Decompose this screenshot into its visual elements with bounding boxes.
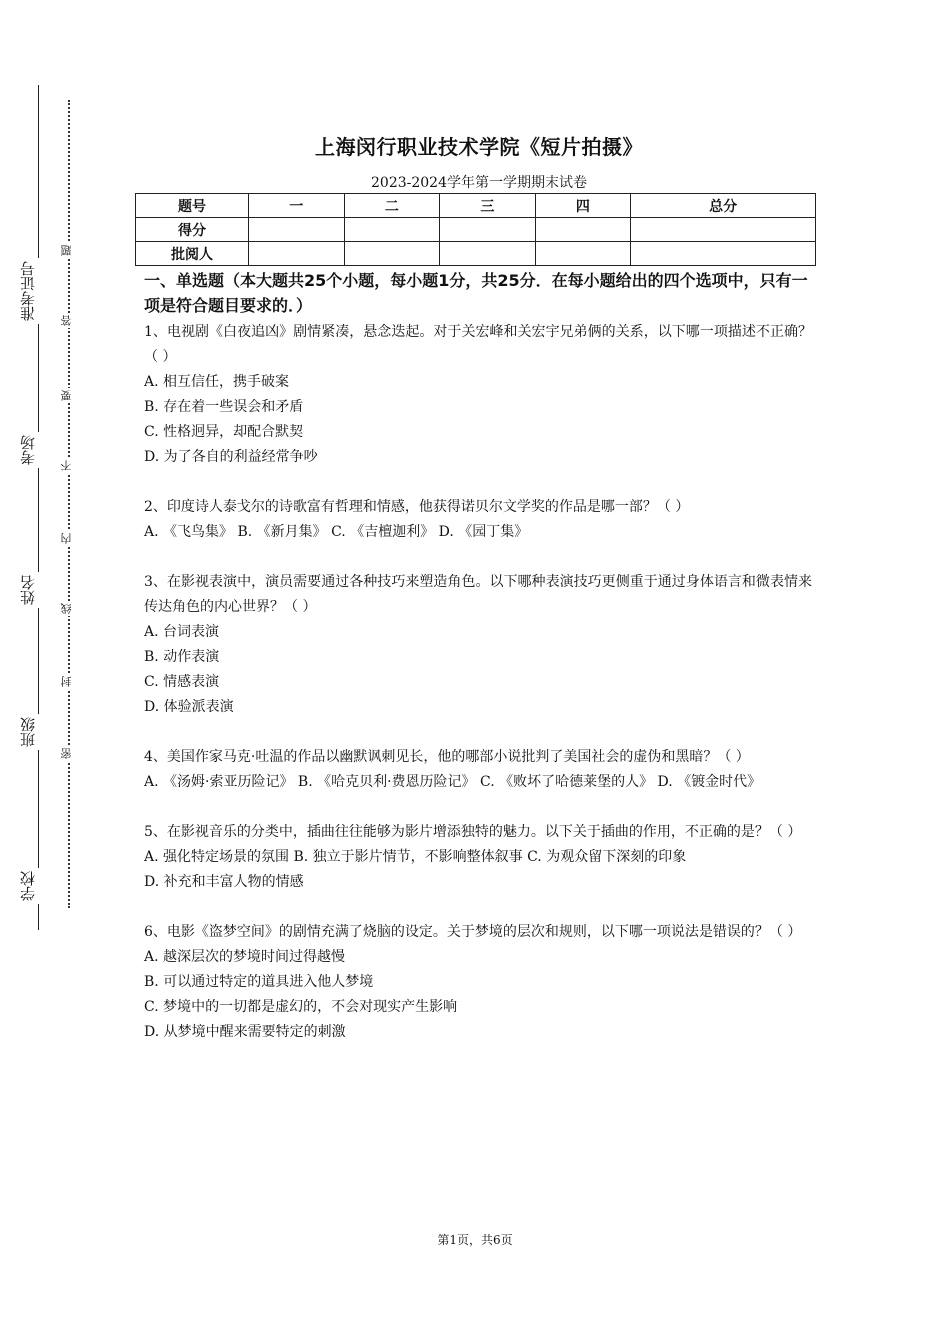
grader-cell xyxy=(249,242,345,266)
score-table-header-row xyxy=(136,194,816,218)
grader-cell xyxy=(344,242,440,266)
question-stem: 6、电影《盗梦空间》的剧情充满了烧脑的设定。关于梦境的层次和规则，以下哪一项说法是错误的？（ ） xyxy=(144,924,802,940)
score-table-header: 题号 xyxy=(136,194,249,218)
grader-cell xyxy=(631,242,816,266)
seal-char: 内 xyxy=(60,533,73,544)
page-footer: 第1页，共6页 xyxy=(437,1233,513,1247)
question-option: B. 可以通过特定的道具进入他人梦境 xyxy=(144,974,374,990)
score-cell xyxy=(535,218,631,242)
question-stem: 1、电视剧《白夜追凶》剧情紧凑，悬念迭起。对于关宏峰和关宏宇兄弟俩的关系，以下哪一项描述不正确？（ ） xyxy=(144,324,812,365)
binding-solid-line xyxy=(38,85,39,930)
score-table-header: 四 xyxy=(535,194,631,218)
field-label-class: 班级 xyxy=(20,714,46,750)
question-option: A. 强化特定场景的氛围 B. 独立于影片情节，不影响整体叙事 C. 为观众留下深刻的印象 xyxy=(144,849,687,865)
score-table-row-label: 批阅人 xyxy=(136,242,249,266)
grader-cell xyxy=(535,242,631,266)
score-table-row-label: 得分 xyxy=(136,218,249,242)
question-option: A. 《汤姆·索亚历险记》 B. 《哈克贝利·费恩历险记》 C. 《败坏了哈德莱堡的人》 D. 《镀金时代》 xyxy=(144,774,762,790)
question-option: C. 性格迥异，却配合默契 xyxy=(144,424,304,440)
score-table-header: 一 xyxy=(249,194,345,218)
page-title: 上海闵行职业技术学院《短片拍摄》 xyxy=(315,135,643,159)
question-stem: 3、在影视表演中，演员需要通过各种技巧来塑造角色。以下哪种表演技巧更侧重于通过身体语言和微表情来传达角色的内心世界？（ ） xyxy=(144,574,812,615)
question-option: B. 动作表演 xyxy=(144,649,220,665)
score-cell xyxy=(249,218,345,242)
seal-char: 封 xyxy=(60,676,73,687)
grader-cell xyxy=(440,242,536,266)
score-cell xyxy=(631,218,816,242)
field-label-name: 姓名 xyxy=(20,572,46,608)
field-label-exam-room: 考场 xyxy=(20,432,46,468)
question-option: C. 梦境中的一切都是虚幻的，不会对现实产生影响 xyxy=(144,999,458,1015)
score-table-header: 二 xyxy=(344,194,440,218)
field-label-school: 学校 xyxy=(20,868,46,904)
question-option: A. 台词表演 xyxy=(144,624,220,640)
score-cell xyxy=(440,218,536,242)
question-option: A. 相互信任，携手破案 xyxy=(144,374,290,390)
seal-dotted-line xyxy=(68,100,70,908)
question-stem: 4、美国作家马克·吐温的作品以幽默讽刺见长，他的哪部小说批判了美国社会的虚伪和黑暗？（ ） xyxy=(144,749,750,765)
section-heading: 一、单选题（本大题共25个小题，每小题1分，共25分．在每小题给出的四个选项中，只有一项是符合题目要求的．） xyxy=(144,271,808,315)
question-option: D. 体验派表演 xyxy=(144,699,234,715)
seal-char: 密 xyxy=(60,748,73,759)
question-item xyxy=(144,920,812,1045)
question-option: A. 《飞鸟集》 B. 《新月集》 C. 《吉檀迦利》 D. 《园丁集》 xyxy=(144,524,529,540)
question-option: D. 为了各自的利益经常争吵 xyxy=(144,449,318,465)
exam-content xyxy=(144,268,812,1070)
question-option: A. 越深层次的梦境时间过得越慢 xyxy=(144,949,346,965)
binding-margin xyxy=(0,0,120,1344)
score-cell xyxy=(344,218,440,242)
question-option: C. 情感表演 xyxy=(144,674,220,690)
question-item xyxy=(144,820,812,895)
question-stem: 5、在影视音乐的分类中，插曲往往能够为影片增添独特的魅力。以下关于插曲的作用，不正确的是？（ ） xyxy=(144,824,802,840)
question-option: D. 补充和丰富人物的情感 xyxy=(144,874,304,890)
seal-char: 答 xyxy=(60,315,73,326)
page-subtitle: 2023-2024学年第一学期期末试卷 xyxy=(371,175,587,191)
question-item xyxy=(144,745,812,795)
score-table xyxy=(135,193,816,266)
question-item xyxy=(144,320,812,470)
question-item xyxy=(144,570,812,720)
score-table-header: 三 xyxy=(440,194,536,218)
seal-char: 要 xyxy=(60,390,73,401)
seal-char: 线 xyxy=(60,603,73,614)
field-label-admission-number: 准考证号 xyxy=(20,258,46,324)
seal-char: 题 xyxy=(60,245,73,256)
question-stem: 2、印度诗人泰戈尔的诗歌富有哲理和情感，他获得诺贝尔文学奖的作品是哪一部？（ ） xyxy=(144,499,690,515)
question-option: B. 存在着一些误会和矛盾 xyxy=(144,399,304,415)
question-item xyxy=(144,495,812,545)
question-option: D. 从梦境中醒来需要特定的刺激 xyxy=(144,1024,346,1040)
score-table-row xyxy=(136,242,816,266)
seal-char: 不 xyxy=(60,460,73,471)
score-table-header: 总分 xyxy=(631,194,816,218)
score-table-row xyxy=(136,218,816,242)
